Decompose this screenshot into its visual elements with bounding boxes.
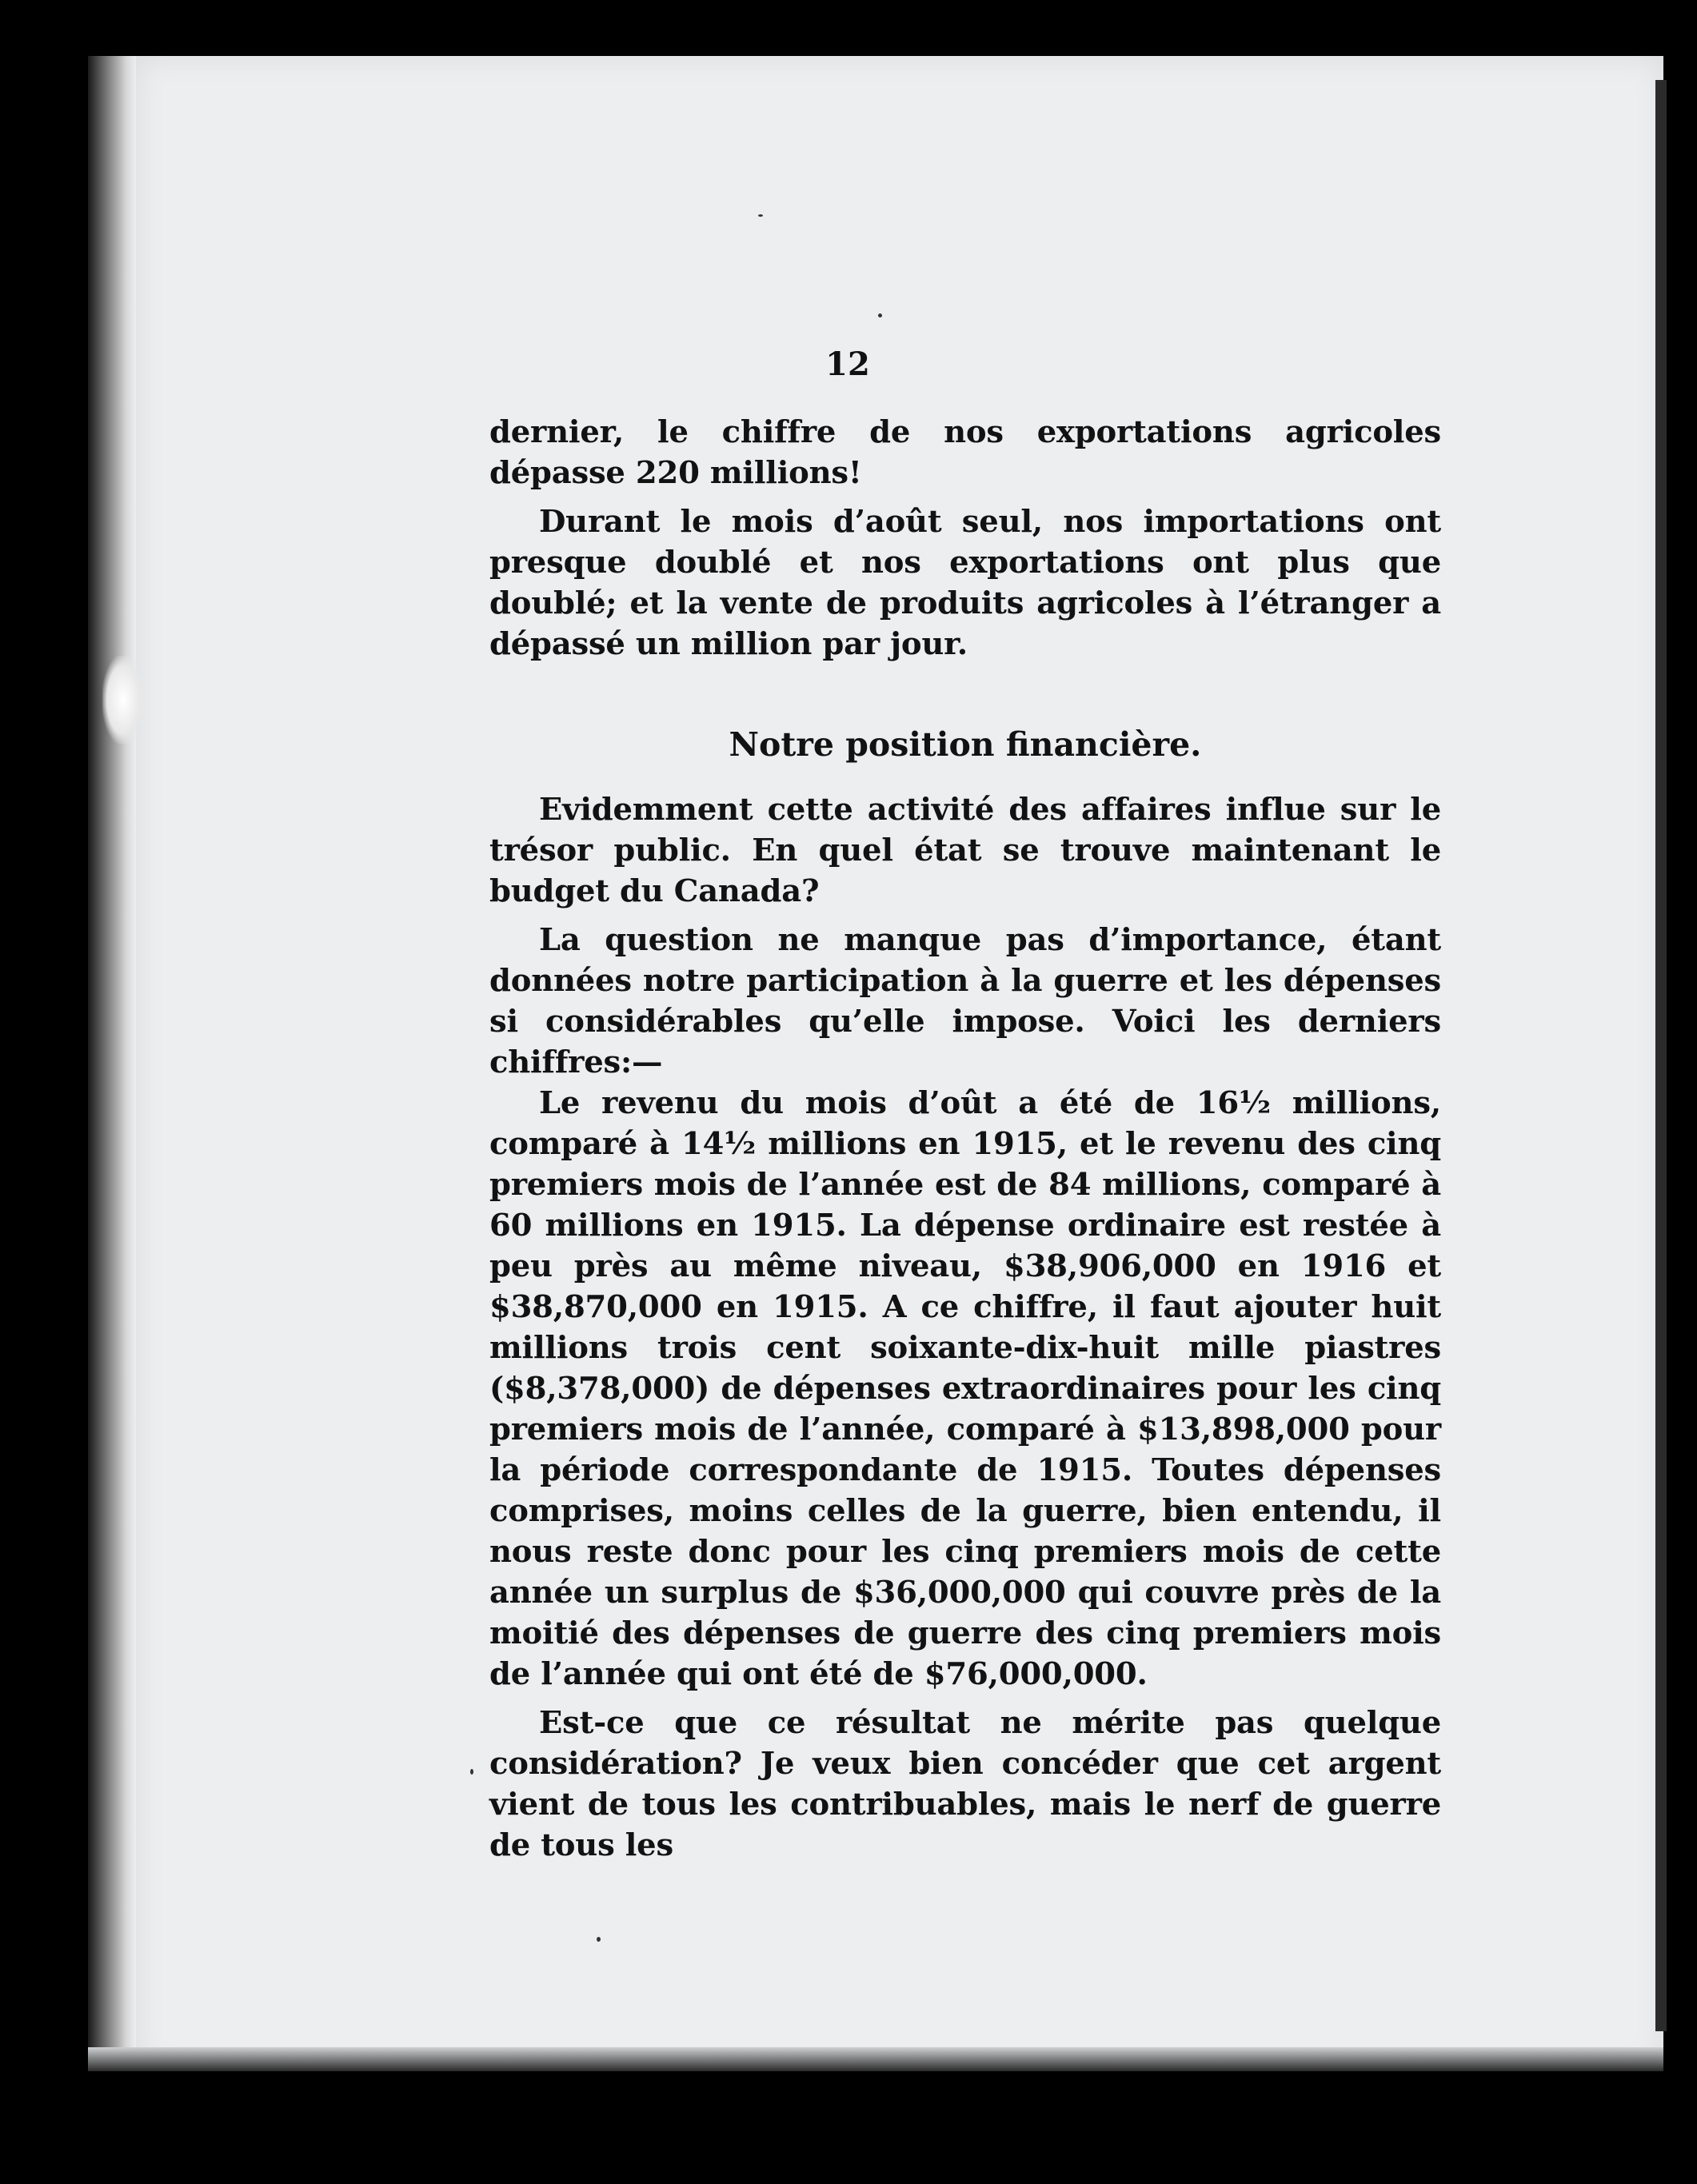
scan-speck [878,313,882,317]
page-number: 12 [825,345,870,383]
paragraph-august-trade: Durant le mois d’août seul, nos importations ont presque doublé et nos exportations ont plus que doublé; et la vente de produits agricoles à l’étranger a dépassé un million par jour. [489,504,1441,662]
body-text [489,412,1441,1866]
scan-speck [597,1937,601,1942]
paragraph-question: La question ne manque pas d’importance, étant données notre participation à la guerre et les dépenses si considérables qu’elle impose. Voici les derniers chiffres:— [489,922,1441,1080]
page-bottom-shadow [88,2047,1663,2071]
page-left-edge-shadow [88,56,136,2071]
scan-speck [470,1769,473,1775]
paragraph-treasury: Evidemment cette activité des affaires influe sur le trésor public. En quel état se trouve maintenant le budget du Canada? [489,792,1441,909]
scan-speck [758,214,763,217]
binding-hole-mark [102,656,144,744]
paragraph-consideration: Est-ce que ce résultat ne mérite pas quelque considération? Je veux bien concéder que cet argent vient de tous les contribuables, mais le nerf de guerre de tous les [489,1705,1441,1863]
section-heading: Notre position financière. [729,725,1202,764]
page-right-edge [1655,80,1667,2031]
paragraph-revenue-figures: Le revenu du mois d’oût a été de 16½ millions, comparé à 14½ millions en 1915, et le revenu des cinq premiers mois de l’année est de 84 millions, comparé à 60 millions en 1915. La dépense ordinaire est restée à peu près au même niveau, $38,906,000 en 1916 et $38,870,000 en 1915. A ce chiffre, il faut ajouter huit millions trois cent soixante-dix-huit mille piastres ($8,378,000) de dépenses extraordinaires pour les cinq premiers mois de l’année, comparé à $13,898,000 pour la période correspondante de 1915. Toutes dépenses comprises, moins celles de la guerre, bien entendu, il nous reste donc pour les cinq premiers mois de cette année un surplus de $36,000,000 qui couvre près de la moitié des dépenses de guerre des cinq premiers mois de l’année qui ont été de $76,000,000. [489,1085,1441,1692]
paragraph-continuation: dernier, le chiffre de nos exportations agricoles dépasse 220 millions! [489,414,1441,491]
